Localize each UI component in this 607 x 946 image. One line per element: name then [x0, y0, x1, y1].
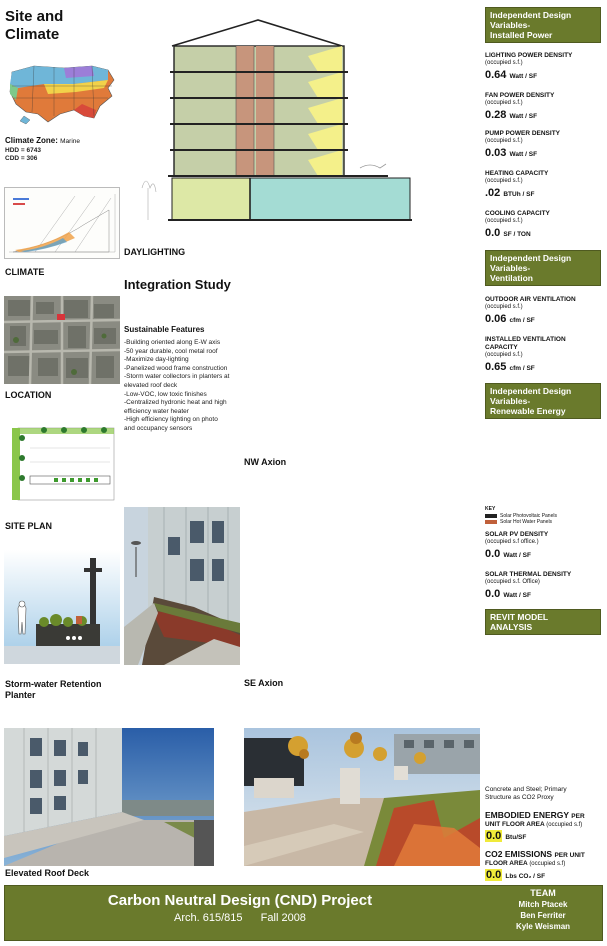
- solar-key-title: KEY: [485, 506, 496, 512]
- feature-item: -Low-VOC, low toxic finishes: [124, 390, 207, 398]
- psychrometric-chart: [4, 187, 120, 259]
- solar-key-item: [485, 519, 605, 526]
- metric-value: 0.03: [485, 147, 507, 159]
- metric-value: 0.65: [485, 361, 507, 373]
- metric-value: 0.06: [485, 313, 507, 325]
- metric-sub: (occupied s.f.): [485, 304, 523, 310]
- metric-value: .02: [485, 187, 501, 199]
- co2-line2: FLOOR AREA: [485, 860, 528, 867]
- co2-unit: Lbs CO₂ / SF: [505, 873, 546, 880]
- site-climate-title: [5, 8, 63, 44]
- caption-location: LOCATION: [5, 390, 52, 400]
- course-number: Arch. 615/815: [174, 912, 243, 924]
- site-climate-title-line1: Site and: [5, 8, 64, 25]
- caption-climate: CLIMATE: [5, 267, 45, 277]
- climate-zone-label: Climate Zone:: [5, 136, 58, 145]
- location-aerial-photo: [4, 296, 120, 384]
- footer-banner: [4, 885, 603, 941]
- metric-label: COOLING CAPACITY: [485, 210, 550, 217]
- metric-value: 0.0: [485, 588, 501, 600]
- metric-unit: Watt / SF: [509, 73, 538, 80]
- solar-key-label: Solar Photovoltaic Panels: [500, 512, 557, 519]
- site-climate-title-line2: Climate: [5, 26, 60, 43]
- revit-note-line1: Concrete and Steel; Primary: [485, 786, 567, 793]
- installed-power-header-line: Independent Design: [490, 10, 572, 20]
- metric-label: HEATING CAPACITY: [485, 170, 549, 177]
- metric-sub: (occupied s.f office.): [485, 539, 539, 545]
- renewable-header-line: Renewable Energy: [490, 406, 566, 416]
- metric-sub: (occupied s.f.): [485, 138, 523, 144]
- co2-sub: (occupied s.f): [529, 861, 566, 867]
- embodied-label: EMBODIED ENERGY: [485, 810, 569, 820]
- revit-header-line: REVIT MODEL: [490, 612, 549, 622]
- solar-thermal-metric: [485, 571, 605, 600]
- caption-site-plan: SITE PLAN: [5, 521, 53, 531]
- co2-label-rest: PER UNIT: [554, 852, 585, 859]
- ventilation-header-line: Variables-: [490, 263, 531, 273]
- feature-item: -50 year durable, cool metal roof: [124, 347, 218, 355]
- team-block: [483, 888, 603, 932]
- ventilation-capacity-metric: [485, 336, 585, 373]
- revit-note-line2: Structure as CO2 Proxy: [485, 794, 554, 801]
- embodied-value: 0.0: [486, 830, 502, 842]
- ventilation-header-line: Independent Design: [490, 253, 572, 263]
- metric-label: LIGHTING POWER DENSITY: [485, 52, 573, 59]
- ventilation-header: [485, 250, 601, 286]
- integration-study-title: Integration Study: [124, 277, 231, 292]
- embodied-unit: Btu/SF: [505, 834, 527, 841]
- hot-water-swatch: [485, 520, 497, 524]
- lighting-power-metric: [485, 52, 605, 81]
- installed-power-header: [485, 7, 601, 43]
- fan-power-metric: [485, 92, 605, 121]
- building-section-drawing: [128, 18, 428, 230]
- feature-item: elevated roof deck: [124, 381, 178, 389]
- solar-key-label: Solar Hot Water Panels: [500, 519, 553, 525]
- hdd-value: HDD = 6743: [5, 147, 41, 154]
- metric-unit: Watt / SF: [503, 592, 531, 599]
- climate-zone-value: Marine: [60, 138, 81, 145]
- ventilation-header-line: Ventilation: [490, 273, 533, 283]
- climate-zone: [5, 136, 80, 145]
- metric-label: PUMP POWER DENSITY: [485, 130, 561, 137]
- caption-stormwater: [5, 679, 102, 701]
- course-info: [5, 912, 475, 924]
- embodied-line2: UNIT FLOOR AREA: [485, 821, 545, 828]
- metric-unit: cfm / SF: [509, 365, 535, 372]
- metric-value: 0.0: [485, 227, 501, 239]
- cooling-capacity-metric: [485, 210, 605, 239]
- team-label: TEAM: [530, 888, 556, 898]
- sustainable-features-list: [124, 339, 254, 434]
- feature-item: efficiency water heater: [124, 407, 189, 415]
- metric-label: INSTALLED VENTILATION CAPACITY: [485, 336, 566, 351]
- co2-value: 0.0: [486, 869, 502, 881]
- metric-sub: (occupied s.f.): [485, 60, 523, 66]
- team-member: Kyle Weisman: [515, 922, 571, 931]
- metric-sub: (occupied s.f. Office): [485, 579, 540, 585]
- metric-sub: (occupied s.f.): [485, 178, 523, 184]
- renewable-header-line: Variables-: [490, 396, 531, 406]
- installed-power-header-line: Variables-: [490, 20, 531, 30]
- elevated-roof-deck-photo: [4, 728, 214, 866]
- embodied-label-rest: PER: [571, 813, 585, 820]
- outdoor-air-metric: [485, 296, 605, 325]
- pv-swatch: [485, 514, 497, 518]
- project-title: Carbon Neutral Design (CND) Project: [107, 892, 373, 909]
- metric-sub: (occupied s.f.): [485, 352, 523, 358]
- site-plan-drawing: [4, 418, 120, 506]
- caption-stormwater-line1: Storm-water Retention: [5, 679, 102, 689]
- solar-key: [485, 506, 605, 526]
- embodied-energy-metric: [485, 811, 606, 842]
- caption-stormwater-line2: Planter: [5, 690, 36, 700]
- metric-value: 0.64: [485, 69, 507, 81]
- metric-label: OUTDOOR AIR VENTILATION: [485, 296, 576, 303]
- metric-unit: Watt / SF: [509, 113, 538, 120]
- metric-unit: Watt / SF: [503, 552, 531, 559]
- metric-sub: (occupied s.f.): [485, 218, 523, 224]
- heating-capacity-metric: [485, 170, 605, 199]
- revit-header-line: ANALYSIS: [490, 622, 533, 632]
- feature-item: -High efficiency lighting on photo: [124, 416, 218, 424]
- co2-emissions-metric: [485, 850, 606, 881]
- metric-unit: cfm / SF: [509, 317, 535, 324]
- renewable-header: [485, 383, 601, 419]
- co2-label: CO2 EMISSIONS: [485, 849, 553, 859]
- installed-power-header-line: Installed Power: [490, 30, 553, 40]
- caption-daylighting: DAYLIGHTING: [124, 247, 186, 257]
- revit-note: [485, 786, 605, 802]
- caption-nw-axion: NW Axion: [244, 457, 287, 467]
- caption-elevated-roof: Elevated Roof Deck: [5, 868, 90, 878]
- feature-item: -Storm water collectors in planters at: [124, 373, 230, 381]
- team-member: Mitch Ptacek: [518, 900, 568, 909]
- metric-unit: Watt / SF: [509, 151, 538, 158]
- renewable-header-line: Independent Design: [490, 386, 572, 396]
- revit-header: [485, 609, 601, 635]
- metric-label: SOLAR PV DENSITY: [485, 531, 549, 538]
- metric-sub: (occupied s.f.): [485, 100, 523, 106]
- feature-item: -Maximize day-lighting: [124, 356, 189, 364]
- metric-unit: SF / TON: [503, 231, 531, 238]
- course-term: Fall 2008: [260, 912, 306, 924]
- embodied-sub: (occupied s.f): [546, 822, 583, 828]
- stormwater-planter-render: [4, 550, 120, 664]
- metric-value: 0.0: [485, 548, 501, 560]
- solar-pv-metric: [485, 531, 605, 560]
- metric-label: SOLAR THERMAL DENSITY: [485, 571, 572, 578]
- caption-se-axion: SE Axion: [244, 678, 284, 688]
- roof-garden-photo: [244, 728, 480, 866]
- feature-item: and occupancy sensors: [124, 424, 193, 432]
- feature-item: -Building oriented along E-W axis: [124, 339, 221, 346]
- pump-power-metric: [485, 130, 605, 159]
- metric-unit: BTUh / SF: [503, 191, 535, 198]
- se-planter-photo: [124, 507, 240, 665]
- feature-item: -Centralized hydronic heat and high: [124, 399, 227, 407]
- feature-item: -Panelized wood frame construction: [124, 364, 228, 372]
- metric-label: FAN POWER DENSITY: [485, 92, 555, 99]
- team-member: Ben Ferriter: [520, 911, 566, 920]
- metric-value: 0.28: [485, 109, 507, 121]
- cdd-value: CDD = 306: [5, 155, 38, 162]
- us-climate-map: [4, 58, 120, 130]
- sustainable-features-title: Sustainable Features: [124, 325, 205, 334]
